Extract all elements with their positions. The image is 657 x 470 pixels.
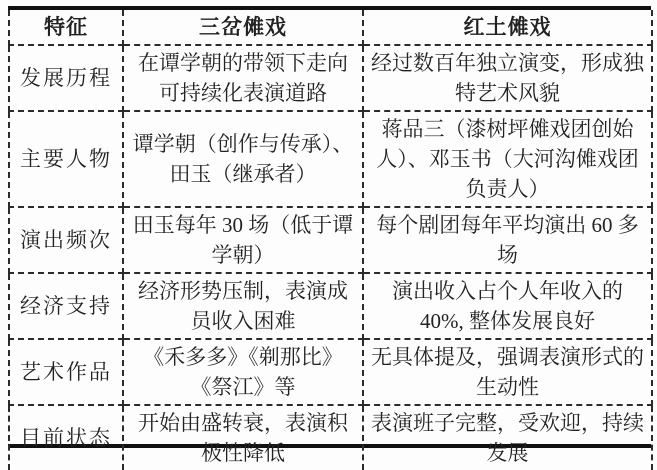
hongtu-cell: 蒋品三（漆树坪傩戏团创始人）、邓玉书（大河沟傩戏团负责人）	[363, 111, 652, 207]
feature-cell: 演出频次	[9, 207, 123, 273]
header-row	[9, 10, 652, 45]
hongtu-cell: 经过数百年独立演变，形成独特艺术风貌	[363, 45, 652, 111]
feature-cell: 艺术作品	[9, 339, 123, 405]
header-feature: 特征	[9, 10, 123, 45]
table-row	[9, 339, 652, 405]
comparison-table	[8, 10, 653, 470]
sancha-cell: 谭学朝（创作与传承）、田玉（继承者）	[123, 111, 363, 207]
feature-cell: 主要人物	[9, 111, 123, 207]
table-row	[9, 45, 652, 111]
nuo-opera-comparison-table	[8, 6, 651, 465]
header-hongtu-nuo: 红土傩戏	[363, 10, 652, 45]
table-header-row	[9, 10, 652, 45]
sancha-cell: 经济形势压制，表演成员收入困难	[123, 273, 363, 339]
table-row	[9, 207, 652, 273]
hongtu-cell: 表演班子完整，受欢迎，持续发展	[363, 405, 652, 470]
sancha-cell: 《禾多多》《剃那比》《祭江》等	[123, 339, 363, 405]
hongtu-cell: 每个剧团每年平均演出 60 多场	[363, 207, 652, 273]
hongtu-cell: 无具体提及，强调表演形式的生动性	[363, 339, 652, 405]
header-sancha-nuo: 三岔傩戏	[123, 10, 363, 45]
sancha-cell: 在谭学朝的带领下走向可持续化表演道路	[123, 45, 363, 111]
table-row	[9, 111, 652, 207]
hongtu-cell: 演出收入占个人年收入的 40%, 整体发展良好	[363, 273, 652, 339]
table-body	[9, 45, 652, 470]
feature-cell: 目前状态	[9, 405, 123, 470]
table-row	[9, 273, 652, 339]
feature-cell: 发展历程	[9, 45, 123, 111]
feature-cell: 经济支持	[9, 273, 123, 339]
sancha-cell: 田玉每年 30 场（低于谭学朝）	[123, 207, 363, 273]
sancha-cell: 开始由盛转衰，表演积极性降低	[123, 405, 363, 470]
table-row	[9, 405, 652, 470]
